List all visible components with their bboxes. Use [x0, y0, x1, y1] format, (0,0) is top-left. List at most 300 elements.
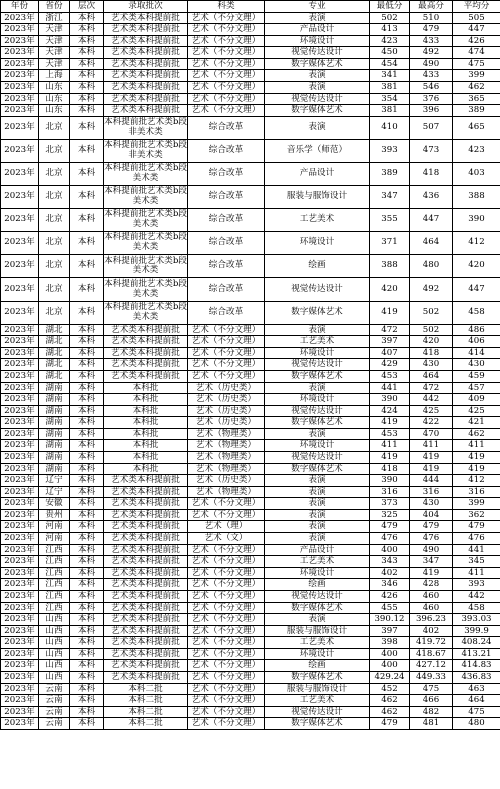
cell-max-score: 479 [410, 521, 453, 533]
cell-category: 艺术（不分文理） [188, 544, 265, 556]
cell-min-score: 419 [370, 417, 410, 429]
cell-max-score: 422 [410, 417, 453, 429]
cell-year: 2023年 [1, 162, 39, 185]
cell-max-score: 419.72 [410, 637, 453, 649]
cell-province: 北京 [39, 278, 70, 301]
cell-level: 本科 [70, 336, 104, 348]
table-row [1, 116, 500, 139]
cell-avg-score: 458 [453, 602, 500, 614]
cell-province: 湖北 [39, 324, 70, 336]
table-row [1, 660, 500, 672]
table-row [1, 567, 500, 579]
cell-category: 艺术（历史类） [188, 394, 265, 406]
cell-major: 环境设计 [265, 440, 370, 452]
cell-year: 2023年 [1, 278, 39, 301]
cell-min-score: 381 [370, 105, 410, 117]
cell-max-score: 316 [410, 486, 453, 498]
cell-year: 2023年 [1, 648, 39, 660]
cell-avg-score: 479 [453, 521, 500, 533]
cell-level: 本科 [70, 278, 104, 301]
cell-max-score: 490 [410, 58, 453, 70]
table-row [1, 579, 500, 591]
cell-min-score: 325 [370, 509, 410, 521]
cell-year: 2023年 [1, 35, 39, 47]
cell-batch: 艺术类本科提前批 [104, 58, 188, 70]
cell-avg-score: 459 [453, 370, 500, 382]
cell-max-score: 419 [410, 452, 453, 464]
cell-max-score: 436 [410, 186, 453, 209]
cell-level: 本科 [70, 105, 104, 117]
cell-level: 本科 [70, 452, 104, 464]
cell-min-score: 354 [370, 93, 410, 105]
cell-province: 江西 [39, 544, 70, 556]
cell-major: 产品设计 [265, 162, 370, 185]
cell-major: 数字媒体艺术 [265, 58, 370, 70]
cell-level: 本科 [70, 556, 104, 568]
cell-major: 绘画 [265, 660, 370, 672]
cell-province: 北京 [39, 139, 70, 162]
cell-batch: 本科二批 [104, 706, 188, 718]
table-row [1, 209, 500, 232]
table-row [1, 405, 500, 417]
cell-avg-score: 411 [453, 567, 500, 579]
cell-avg-score: 430 [453, 359, 500, 371]
cell-major: 表演 [265, 82, 370, 94]
table-row [1, 255, 500, 278]
cell-level: 本科 [70, 637, 104, 649]
cell-level: 本科 [70, 47, 104, 59]
cell-batch: 艺术类本科提前批 [104, 509, 188, 521]
table-row [1, 139, 500, 162]
cell-min-score: 419 [370, 452, 410, 464]
cell-batch: 本科二批 [104, 695, 188, 707]
cell-year: 2023年 [1, 440, 39, 452]
cell-level: 本科 [70, 162, 104, 185]
cell-year: 2023年 [1, 718, 39, 730]
cell-year: 2023年 [1, 475, 39, 487]
cell-major: 绘画 [265, 579, 370, 591]
cell-province: 辽宁 [39, 475, 70, 487]
cell-province: 江西 [39, 590, 70, 602]
cell-category: 综合改革 [188, 232, 265, 255]
cell-province: 山西 [39, 637, 70, 649]
cell-major: 服装与服饰设计 [265, 625, 370, 637]
cell-min-score: 479 [370, 521, 410, 533]
cell-min-score: 381 [370, 82, 410, 94]
cell-level: 本科 [70, 579, 104, 591]
cell-min-score: 390 [370, 394, 410, 406]
cell-year: 2023年 [1, 567, 39, 579]
cell-major: 音乐学（师范） [265, 139, 370, 162]
cell-major: 视觉传达设计 [265, 359, 370, 371]
cell-year: 2023年 [1, 116, 39, 139]
cell-batch: 本科批 [104, 440, 188, 452]
cell-level: 本科 [70, 440, 104, 452]
cell-major: 产品设计 [265, 24, 370, 36]
cell-level: 本科 [70, 671, 104, 683]
cell-province: 湖北 [39, 370, 70, 382]
cell-major: 表演 [265, 509, 370, 521]
cell-category: 艺术（不分文理） [188, 648, 265, 660]
table-row [1, 428, 500, 440]
table-row [1, 370, 500, 382]
cell-major: 工艺美术 [265, 695, 370, 707]
cell-major: 视觉传达设计 [265, 452, 370, 464]
cell-max-score: 546 [410, 82, 453, 94]
cell-max-score: 418 [410, 347, 453, 359]
cell-province: 北京 [39, 301, 70, 324]
cell-min-score: 393 [370, 139, 410, 162]
cell-year: 2023年 [1, 301, 39, 324]
cell-category: 艺术（不分文理） [188, 695, 265, 707]
table-row [1, 521, 500, 533]
cell-category: 艺术（文） [188, 533, 265, 545]
cell-min-score: 373 [370, 498, 410, 510]
cell-province: 云南 [39, 718, 70, 730]
table-body [1, 12, 500, 729]
cell-major: 视觉传达设计 [265, 93, 370, 105]
table-row [1, 671, 500, 683]
cell-avg-score: 409 [453, 394, 500, 406]
cell-batch: 本科提前批艺术类b段美术类 [104, 301, 188, 324]
cell-year: 2023年 [1, 209, 39, 232]
table-row [1, 498, 500, 510]
table-row [1, 301, 500, 324]
table-row [1, 602, 500, 614]
cell-avg-score: 399 [453, 498, 500, 510]
cell-avg-score: 421 [453, 417, 500, 429]
cell-year: 2023年 [1, 625, 39, 637]
cell-category: 艺术（不分文理） [188, 24, 265, 36]
cell-batch: 本科提前批艺术类b段美术类 [104, 278, 188, 301]
cell-major: 数字媒体艺术 [265, 671, 370, 683]
cell-province: 云南 [39, 695, 70, 707]
cell-avg-score: 388 [453, 186, 500, 209]
cell-major: 环境设计 [265, 35, 370, 47]
cell-max-score: 428 [410, 579, 453, 591]
cell-min-score: 388 [370, 255, 410, 278]
cell-category: 艺术（历史类） [188, 382, 265, 394]
cell-category: 艺术（不分文理） [188, 498, 265, 510]
table-row [1, 47, 500, 59]
cell-level: 本科 [70, 590, 104, 602]
cell-category: 综合改革 [188, 255, 265, 278]
table-row [1, 70, 500, 82]
cell-level: 本科 [70, 186, 104, 209]
cell-batch: 艺术类本科提前批 [104, 590, 188, 602]
cell-batch: 艺术类本科提前批 [104, 567, 188, 579]
cell-year: 2023年 [1, 695, 39, 707]
cell-province: 浙江 [39, 12, 70, 24]
cell-batch: 艺术类本科提前批 [104, 475, 188, 487]
cell-category: 艺术（不分文理） [188, 625, 265, 637]
cell-min-score: 420 [370, 278, 410, 301]
cell-province: 天津 [39, 47, 70, 59]
cell-major: 视觉传达设计 [265, 278, 370, 301]
cell-year: 2023年 [1, 405, 39, 417]
cell-max-score: 481 [410, 718, 453, 730]
cell-category: 艺术（不分文理） [188, 567, 265, 579]
cell-province: 河南 [39, 521, 70, 533]
cell-major: 服装与服饰设计 [265, 186, 370, 209]
cell-level: 本科 [70, 660, 104, 672]
cell-max-score: 466 [410, 695, 453, 707]
cell-batch: 艺术类本科提前批 [104, 498, 188, 510]
cell-max-score: 419 [410, 463, 453, 475]
cell-max-score: 473 [410, 139, 453, 162]
cell-min-score: 462 [370, 695, 410, 707]
cell-level: 本科 [70, 12, 104, 24]
cell-max-score: 482 [410, 706, 453, 718]
cell-batch: 艺术类本科提前批 [104, 359, 188, 371]
cell-category: 艺术（不分文理） [188, 706, 265, 718]
cell-min-score: 371 [370, 232, 410, 255]
cell-province: 上海 [39, 70, 70, 82]
cell-min-score: 453 [370, 428, 410, 440]
cell-level: 本科 [70, 428, 104, 440]
cell-max-score: 376 [410, 93, 453, 105]
cell-max-score: 460 [410, 602, 453, 614]
cell-level: 本科 [70, 301, 104, 324]
cell-category: 综合改革 [188, 301, 265, 324]
cell-category: 艺术（不分文理） [188, 602, 265, 614]
cell-level: 本科 [70, 614, 104, 626]
cell-year: 2023年 [1, 463, 39, 475]
cell-level: 本科 [70, 139, 104, 162]
cell-major: 表演 [265, 382, 370, 394]
cell-category: 艺术（不分文理） [188, 671, 265, 683]
cell-max-score: 411 [410, 440, 453, 452]
cell-min-score: 419 [370, 301, 410, 324]
cell-province: 山东 [39, 93, 70, 105]
cell-province: 云南 [39, 706, 70, 718]
cell-province: 江西 [39, 579, 70, 591]
table-row [1, 382, 500, 394]
cell-max-score: 479 [410, 24, 453, 36]
cell-major: 环境设计 [265, 232, 370, 255]
cell-batch: 本科提前批艺术类b段美术类 [104, 232, 188, 255]
cell-min-score: 343 [370, 556, 410, 568]
cell-max-score: 418.67 [410, 648, 453, 660]
cell-min-score: 418 [370, 463, 410, 475]
cell-major: 服装与服饰设计 [265, 683, 370, 695]
cell-avg-score: 419 [453, 463, 500, 475]
cell-batch: 艺术类本科提前批 [104, 82, 188, 94]
cell-major: 表演 [265, 428, 370, 440]
cell-min-score: 390 [370, 475, 410, 487]
table-row [1, 683, 500, 695]
cell-avg-score: 393.03 [453, 614, 500, 626]
table-row [1, 648, 500, 660]
cell-max-score: 420 [410, 336, 453, 348]
cell-level: 本科 [70, 533, 104, 545]
cell-category: 艺术（不分文理） [188, 47, 265, 59]
cell-min-score: 413 [370, 24, 410, 36]
cell-major: 表演 [265, 324, 370, 336]
cell-batch: 艺术类本科提前批 [104, 347, 188, 359]
cell-category: 艺术（历史类） [188, 475, 265, 487]
cell-avg-score: 480 [453, 718, 500, 730]
cell-major: 数字媒体艺术 [265, 105, 370, 117]
cell-level: 本科 [70, 695, 104, 707]
cell-avg-score: 475 [453, 58, 500, 70]
cell-year: 2023年 [1, 544, 39, 556]
cell-min-score: 455 [370, 602, 410, 614]
cell-max-score: 419 [410, 567, 453, 579]
table-row [1, 324, 500, 336]
cell-batch: 艺术类本科提前批 [104, 579, 188, 591]
cell-max-score: 464 [410, 232, 453, 255]
cell-level: 本科 [70, 93, 104, 105]
cell-avg-score: 365 [453, 93, 500, 105]
column-header-batch: 录取批次 [104, 1, 188, 13]
cell-batch: 本科批 [104, 394, 188, 406]
cell-province: 山东 [39, 82, 70, 94]
cell-category: 艺术（不分文理） [188, 509, 265, 521]
cell-major: 环境设计 [265, 394, 370, 406]
column-header-year: 年份 [1, 1, 39, 13]
cell-max-score: 502 [410, 324, 453, 336]
cell-min-score: 407 [370, 347, 410, 359]
table-row [1, 625, 500, 637]
cell-level: 本科 [70, 347, 104, 359]
cell-level: 本科 [70, 255, 104, 278]
cell-category: 艺术（不分文理） [188, 35, 265, 47]
cell-max-score: 433 [410, 35, 453, 47]
cell-province: 天津 [39, 24, 70, 36]
cell-batch: 艺术类本科提前批 [104, 521, 188, 533]
cell-category: 艺术（不分文理） [188, 660, 265, 672]
cell-year: 2023年 [1, 382, 39, 394]
cell-province: 河南 [39, 533, 70, 545]
table-row [1, 637, 500, 649]
cell-avg-score: 462 [453, 428, 500, 440]
column-header-max-score: 最高分 [410, 1, 453, 13]
cell-avg-score: 462 [453, 82, 500, 94]
cell-level: 本科 [70, 648, 104, 660]
cell-category: 艺术（物理类） [188, 452, 265, 464]
cell-avg-score: 457 [453, 382, 500, 394]
cell-level: 本科 [70, 602, 104, 614]
cell-year: 2023年 [1, 232, 39, 255]
cell-max-score: 502 [410, 301, 453, 324]
cell-batch: 本科批 [104, 405, 188, 417]
cell-year: 2023年 [1, 24, 39, 36]
cell-level: 本科 [70, 394, 104, 406]
cell-level: 本科 [70, 475, 104, 487]
cell-avg-score: 426 [453, 35, 500, 47]
cell-batch: 艺术类本科提前批 [104, 324, 188, 336]
cell-avg-score: 389 [453, 105, 500, 117]
cell-province: 湖南 [39, 405, 70, 417]
cell-year: 2023年 [1, 93, 39, 105]
cell-category: 艺术（不分文理） [188, 590, 265, 602]
cell-max-score: 427.12 [410, 660, 453, 672]
cell-major: 视觉传达设计 [265, 706, 370, 718]
cell-major: 工艺美术 [265, 637, 370, 649]
cell-year: 2023年 [1, 105, 39, 117]
cell-batch: 本科批 [104, 452, 188, 464]
cell-year: 2023年 [1, 486, 39, 498]
table-row [1, 475, 500, 487]
cell-batch: 本科二批 [104, 683, 188, 695]
table-row [1, 359, 500, 371]
cell-year: 2023年 [1, 394, 39, 406]
cell-category: 艺术（不分文理） [188, 556, 265, 568]
cell-batch: 本科提前批艺术类b段美术类 [104, 162, 188, 185]
table-row [1, 706, 500, 718]
cell-avg-score: 458 [453, 301, 500, 324]
cell-year: 2023年 [1, 82, 39, 94]
cell-max-score: 480 [410, 255, 453, 278]
cell-major: 环境设计 [265, 347, 370, 359]
cell-category: 艺术（不分文理） [188, 70, 265, 82]
cell-category: 艺术（不分文理） [188, 359, 265, 371]
cell-province: 江西 [39, 556, 70, 568]
cell-max-score: 444 [410, 475, 453, 487]
cell-province: 北京 [39, 255, 70, 278]
cell-avg-score: 441 [453, 544, 500, 556]
cell-avg-score: 316 [453, 486, 500, 498]
cell-avg-score: 425 [453, 405, 500, 417]
cell-avg-score: 475 [453, 706, 500, 718]
cell-batch: 本科批 [104, 417, 188, 429]
cell-year: 2023年 [1, 47, 39, 59]
cell-avg-score: 476 [453, 533, 500, 545]
cell-batch: 本科批 [104, 382, 188, 394]
table-row [1, 440, 500, 452]
cell-major: 数字媒体艺术 [265, 718, 370, 730]
cell-category: 艺术（不分文理） [188, 637, 265, 649]
table-header-row [1, 1, 500, 13]
cell-category: 综合改革 [188, 139, 265, 162]
cell-avg-score: 419 [453, 452, 500, 464]
cell-min-score: 452 [370, 683, 410, 695]
cell-major: 表演 [265, 486, 370, 498]
cell-max-score: 507 [410, 116, 453, 139]
cell-max-score: 396 [410, 105, 453, 117]
cell-category: 艺术（物理类） [188, 428, 265, 440]
cell-min-score: 472 [370, 324, 410, 336]
cell-level: 本科 [70, 521, 104, 533]
cell-major: 数字媒体艺术 [265, 370, 370, 382]
cell-avg-score: 414 [453, 347, 500, 359]
cell-batch: 本科提前批艺术类b段美术类 [104, 209, 188, 232]
cell-batch: 艺术类本科提前批 [104, 24, 188, 36]
cell-year: 2023年 [1, 324, 39, 336]
cell-year: 2023年 [1, 498, 39, 510]
cell-major: 环境设计 [265, 567, 370, 579]
cell-max-score: 490 [410, 544, 453, 556]
cell-max-score: 433 [410, 70, 453, 82]
cell-category: 艺术（历史类） [188, 405, 265, 417]
cell-category: 艺术（不分文理） [188, 336, 265, 348]
table-row [1, 417, 500, 429]
cell-category: 艺术（不分文理） [188, 324, 265, 336]
cell-max-score: 430 [410, 498, 453, 510]
cell-category: 艺术（不分文理） [188, 93, 265, 105]
cell-max-score: 492 [410, 278, 453, 301]
cell-avg-score: 399 [453, 70, 500, 82]
cell-level: 本科 [70, 509, 104, 521]
cell-major: 表演 [265, 70, 370, 82]
cell-max-score: 430 [410, 359, 453, 371]
cell-min-score: 400 [370, 660, 410, 672]
cell-year: 2023年 [1, 602, 39, 614]
cell-category: 艺术（不分文理） [188, 370, 265, 382]
cell-province: 云南 [39, 683, 70, 695]
table-row [1, 105, 500, 117]
